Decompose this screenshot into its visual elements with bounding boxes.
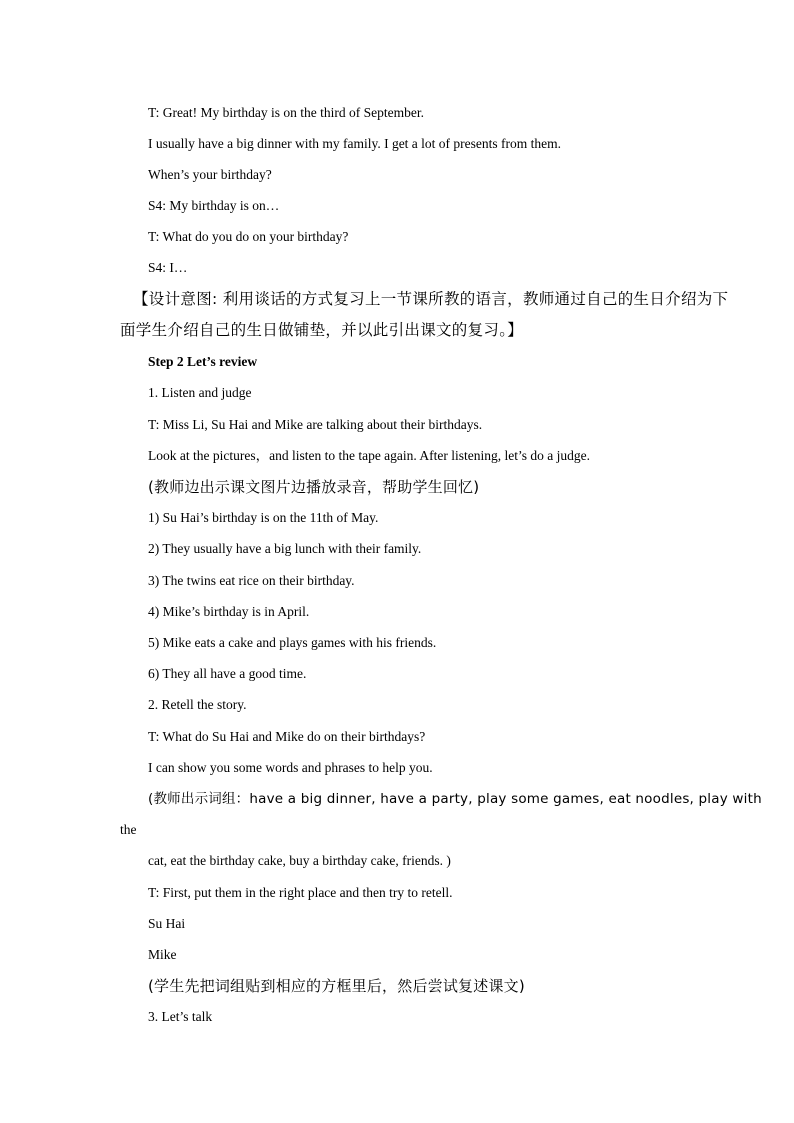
- judge-item: 5) Mike eats a cake and plays games with his friends.: [148, 635, 437, 650]
- judge-item: 2) They usually have a big lunch with their family.: [148, 541, 422, 556]
- text-line: T: What do you do on your birthday?: [148, 229, 349, 244]
- text-line: T: Miss Li, Su Hai and Mike are talking about their birthdays.: [148, 417, 483, 432]
- text-line: cat, eat the birthday cake, buy a birthday cake, friends. ): [148, 853, 451, 868]
- judge-item: 4) Mike’s birthday is in April.: [148, 604, 310, 619]
- text-line: 1. Listen and judge: [148, 385, 252, 400]
- text-line: T: What do Su Hai and Mike do on their birthdays?: [148, 729, 426, 744]
- section-heading: Step 2 Let’s review: [148, 354, 258, 369]
- text-line: I usually have a big dinner with my family. I get a lot of presents from them.: [148, 136, 562, 151]
- text-line: the: [120, 822, 137, 837]
- text-line: T: Great! My birthday is on the third of September.: [148, 105, 425, 120]
- text-line: I can show you some words and phrases to help you.: [148, 760, 433, 775]
- text-line: S4: I…: [148, 260, 188, 275]
- teacher-phrase-note: (教师出示词组：have a big dinner, have a party, play some games, eat noodles, play with: [148, 791, 762, 807]
- text-line: When’s your birthday?: [148, 167, 272, 182]
- box-label-su-hai: Su Hai: [148, 916, 186, 931]
- box-label-mike: Mike: [148, 947, 177, 962]
- judge-item: 1) Su Hai’s birthday is on the 11th of May.: [148, 510, 379, 525]
- design-intent-note: 【设计意图: 利用谈话的方式复习上一节课所教的语言，教师通过自己的生日介绍为下: [133, 290, 729, 308]
- judge-item: 3) The twins eat rice on their birthday.: [148, 573, 355, 588]
- text-line: 3. Let’s talk: [148, 1009, 213, 1024]
- student-note: (学生先把词组贴到相应的方框里后，然后尝试复述课文): [148, 977, 525, 995]
- teacher-note: (教师边出示课文图片边播放录音，帮助学生回忆): [148, 478, 480, 496]
- design-intent-note-continued: 面学生介绍自己的生日做铺垫，并以此引出课文的复习。】: [120, 321, 524, 339]
- text-line: Look at the pictures，and listen to the tape again. After listening, let’s do a judge.: [148, 448, 591, 463]
- text-line: S4: My birthday is on…: [148, 198, 280, 213]
- text-line: T: First, put them in the right place and then try to retell.: [148, 885, 453, 900]
- judge-item: 6) They all have a good time.: [148, 666, 307, 681]
- text-line: 2. Retell the story.: [148, 697, 247, 712]
